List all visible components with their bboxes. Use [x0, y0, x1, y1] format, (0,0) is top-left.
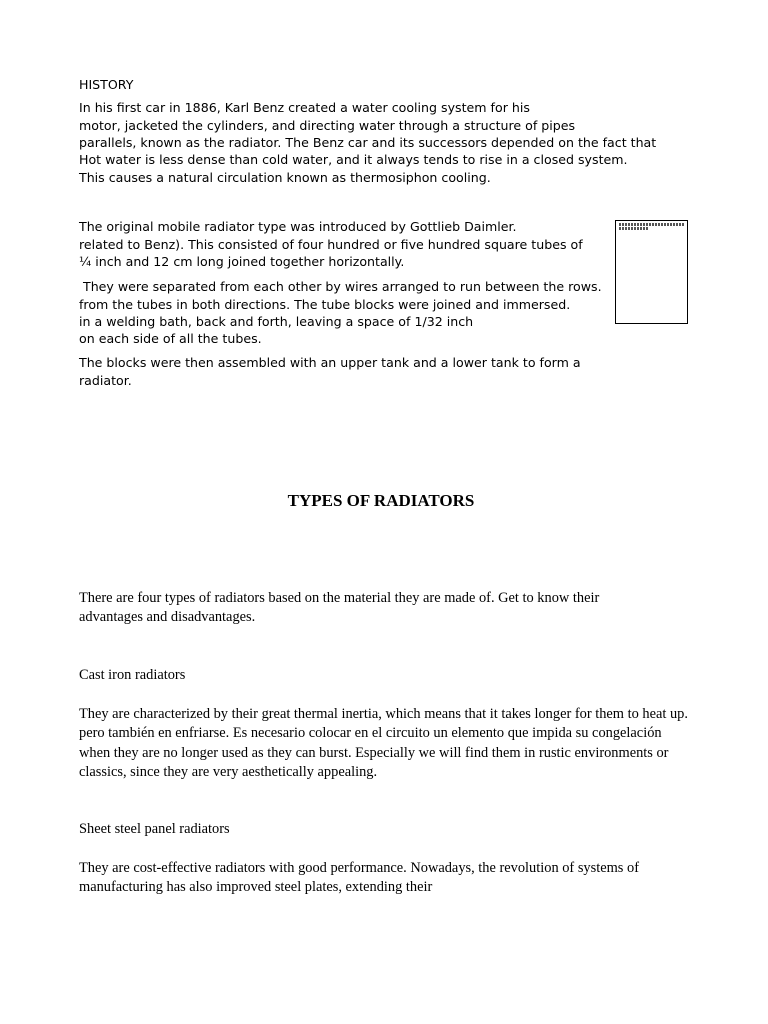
- steel-heading: Sheet steel panel radiators: [79, 821, 230, 837]
- cast-iron-line: pero también en enfriarse. Es necesario colocar en el circuito un elemento que impida su congelación: [79, 725, 662, 741]
- history-para3-line: from the tubes in both directions. The tube blocks were joined and immersed.: [79, 297, 571, 312]
- cast-iron-line: when they are no longer used as they can burst. Especially we will find them in rustic environments or: [79, 745, 669, 761]
- history-para3-line: in a welding bath, back and forth, leaving a space of 1/32 inch: [79, 314, 474, 329]
- history-para3-line: They were separated from each other by wires arranged to run between the rows.: [79, 279, 602, 294]
- history-para1-line: motor, jacketed the cylinders, and directing water through a structure of pipes: [79, 118, 576, 133]
- history-para2-line: ¼ inch and 12 cm long joined together horizontally.: [79, 254, 405, 269]
- figure-caption-text: [619, 227, 649, 230]
- embedded-figure: [615, 220, 688, 324]
- history-para3-line: on each side of all the tubes.: [79, 331, 262, 346]
- types-intro-line: There are four types of radiators based on the material they are made of. Get to know their: [79, 590, 600, 606]
- history-para1-line: parallels, known as the radiator. The Benz car and its successors depended on the fact that: [79, 135, 657, 150]
- history-para1-line: This causes a natural circulation known as thermosiphon cooling.: [79, 170, 491, 185]
- history-para2-line: The original mobile radiator type was introduced by Gottlieb Daimler.: [79, 219, 517, 234]
- cast-iron-line: classics, since they are very aesthetically appealing.: [79, 764, 378, 780]
- history-para1-line: In his first car in 1886, Karl Benz created a water cooling system for his: [79, 100, 530, 115]
- cast-iron-heading: Cast iron radiators: [79, 667, 186, 683]
- types-intro-line: advantages and disadvantages.: [79, 609, 256, 625]
- steel-line: They are cost-effective radiators with good performance. Nowadays, the revolution of systems of: [79, 860, 639, 876]
- section-title: TYPES OF RADIATORS: [287, 491, 475, 510]
- history-para1-line: Hot water is less dense than cold water, and it always tends to rise in a closed system.: [79, 152, 628, 167]
- steel-line: manufacturing has also improved steel plates, extending their: [79, 879, 433, 895]
- figure-caption-text: [619, 223, 685, 226]
- history-para4-line: The blocks were then assembled with an upper tank and a lower tank to form a: [79, 355, 581, 370]
- history-heading: HISTORY: [79, 77, 134, 92]
- history-para2-line: related to Benz). This consisted of four hundred or five hundred square tubes of: [79, 237, 583, 252]
- cast-iron-line: They are characterized by their great thermal inertia, which means that it takes longer for them to heat up.: [79, 706, 688, 722]
- history-para4-line: radiator.: [79, 373, 132, 388]
